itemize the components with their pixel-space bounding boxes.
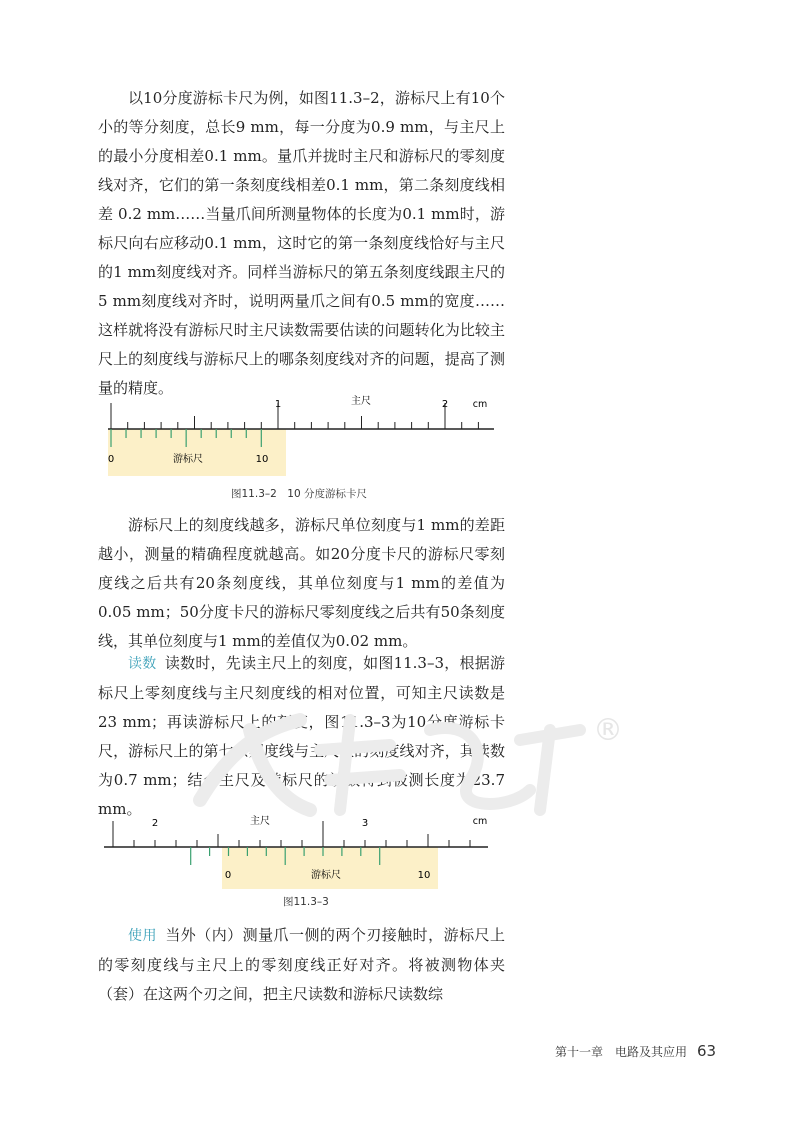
vernier-diagram-10-division bbox=[98, 392, 508, 482]
section-lead-usage: 使用 bbox=[128, 928, 157, 944]
page-number: 63 bbox=[697, 1042, 717, 1060]
main-scale-ticks bbox=[111, 403, 478, 429]
registered-mark: ® bbox=[593, 713, 623, 748]
paragraph-precision: 游标尺上的刻度线越多，游标尺单位刻度与1 mm的差距越小，测量的精确程度就越高。如20分度卡尺的游标尺零刻度线之后共有20条刻度线，其单位刻度与1 mm的差值为0.05 mm；50分度卡尺的游标尺零刻度线之后共有50条刻度线，其单位刻度与1 mm的差值仅为0.02 mm。 bbox=[98, 516, 505, 650]
section-lead-reading: 读数 bbox=[128, 656, 157, 672]
paragraph-usage bbox=[98, 921, 505, 1009]
vernier-scale-label: 游标尺 bbox=[173, 454, 203, 465]
paragraph-reading bbox=[98, 649, 505, 824]
unit-label: cm bbox=[472, 399, 488, 410]
main-scale-number-1: 1 bbox=[274, 399, 282, 410]
vernier-number-10: 10 bbox=[417, 870, 431, 881]
vernier-number-0: 0 bbox=[107, 454, 115, 465]
main-scale-number-2: 2 bbox=[441, 399, 449, 410]
paragraph-vernier-principle: 以10分度游标卡尺为例，如图11.3–2，游标尺上有10个小的等分刻度，总长9 mm，每一分度为0.9 mm，与主尺上的最小分度相差0.1 mm。量爪并拢时主尺和游标尺的零刻度线对齐，它们的第一条刻度线相差0.1 mm，第二条刻度线相差 0.2 mm……当量爪间所测量物体的长度为0.1 mm时，游标尺向右应移动0.1 mm，这时它的第一条刻度线恰好与主尺的1 mm刻度线对齐。同样当游标尺的第五条刻度线跟主尺的5 mm刻度线对齐时，说明两量爪之间有0.5 mm的宽度……这样就将没有游标尺时主尺读数需要估读的问题转化为比较主尺上的刻度线与游标尺上的哪条刻度线对齐的问题，提高了测量的精度。 bbox=[98, 89, 505, 397]
page-footer bbox=[555, 1042, 716, 1060]
main-scale-label: 主尺 bbox=[250, 816, 270, 827]
vernier-scale-label: 游标尺 bbox=[311, 870, 341, 881]
unit-label: cm bbox=[472, 816, 488, 827]
vernier-scale-background bbox=[222, 847, 438, 889]
vernier-reading-diagram bbox=[98, 814, 508, 890]
paragraph-usage-text: 当外（内）测量爪一侧的两个刃接触时，游标尺上的零刻度线与主尺上的零刻度线正好对齐。将被测物体夹（套）在这两个刃之间，把主尺读数和游标尺读数综 bbox=[98, 926, 505, 1003]
vernier-number-10: 10 bbox=[255, 454, 269, 465]
vernier-number-0: 0 bbox=[224, 870, 232, 881]
main-scale-number-2: 2 bbox=[151, 818, 159, 829]
chapter-title: 第十一章 电路及其应用 bbox=[555, 1045, 688, 1059]
main-scale-number-3: 3 bbox=[361, 818, 369, 829]
main-scale-label: 主尺 bbox=[351, 396, 371, 407]
figure-caption-11-3-3: 图11.3–3 bbox=[283, 896, 329, 908]
vernier-scale-background bbox=[108, 429, 286, 476]
figure-caption-11-3-2: 图11.3–2 10 分度游标卡尺 bbox=[231, 488, 368, 500]
paragraph-reading-text: 读数时，先读主尺上的刻度，如图11.3–3，根据游标尺上零刻度线与主尺刻度线的相对位置，可知主尺读数是23 mm；再读游标尺上的刻度，图11.3–3为10分度游标卡尺，游标尺上的第七条刻度线与主尺上的刻度线对齐，其读数为0.7 mm；结合主尺及游标尺的读数得到被测长度为23.7 mm。 bbox=[98, 654, 505, 818]
